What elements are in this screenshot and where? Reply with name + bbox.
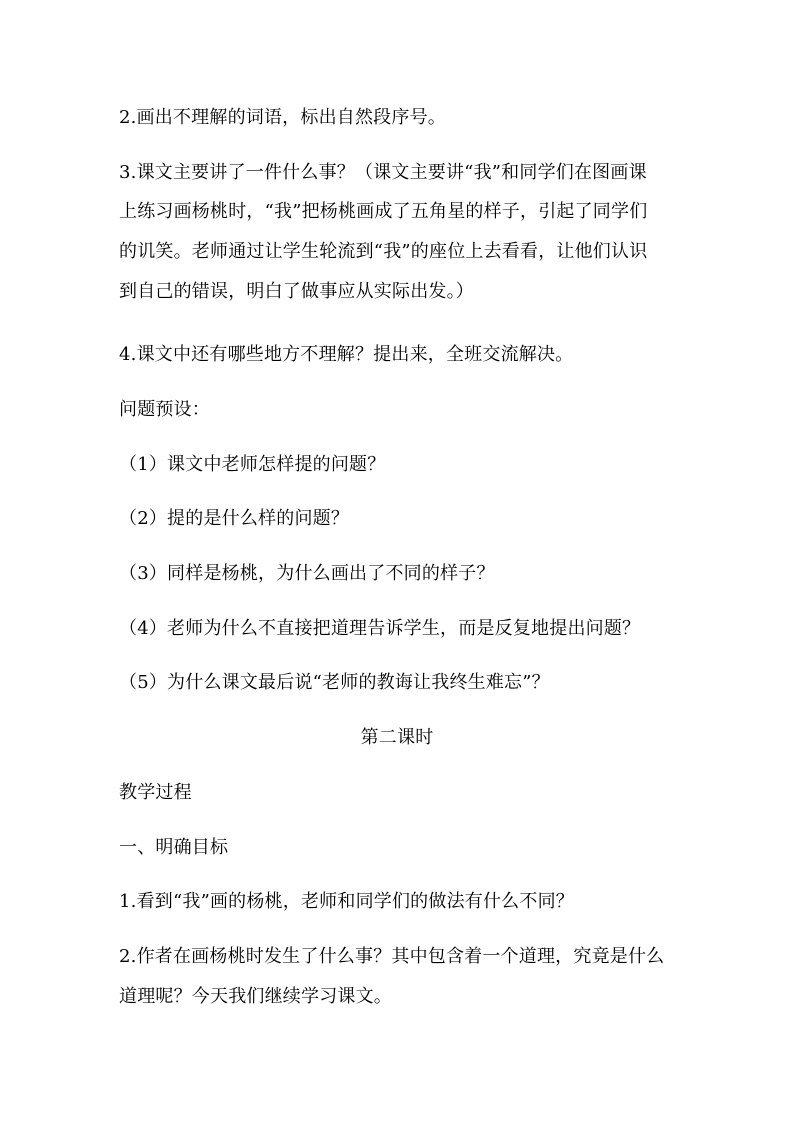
item-3-question: 3.课文主要讲了一件什么事？（课文主要讲“我”和同学们在图画课 (119, 162, 647, 183)
preset-question-5: （5）为什么课文最后说“老师的教诲让我终生难忘”？ (119, 672, 550, 693)
teaching-process-heading: 教学过程 (119, 782, 192, 803)
clear-objectives-heading: 一、明确目标 (119, 837, 229, 858)
preset-question-4: （4）老师为什么不直接把道理告诉学生，而是反复地提出问题？ (119, 618, 641, 639)
item-3-continued-2: 的讥笑。老师通过让学生轮流到“我”的座位上去看看，让他们认识 (119, 241, 648, 262)
item-3-continued-1: 上练习画杨桃时，“我”把杨桃画成了五角星的样子，引起了同学们 (119, 201, 648, 222)
item-4-question: 4.课文中还有哪些地方不理解？提出来，全班交流解决。 (119, 344, 574, 365)
preset-question-2: （2）提的是什么样的问题？ (119, 508, 350, 529)
objective-2-continued: 道理呢？今天我们继续学习课文。 (119, 986, 392, 1007)
section-title: 第二课时 (360, 727, 434, 748)
preset-question-1: （1）课文中老师怎样提的问题？ (119, 454, 386, 475)
preset-questions-heading: 问题预设： (119, 399, 210, 420)
objective-1: 1.看到“我”画的杨桃，老师和同学们的做法有什么不同？ (119, 891, 574, 912)
item-2-draw-words: 2.画出不理解的词语，标出自然段序号。 (119, 107, 446, 128)
objective-2: 2.作者在画杨桃时发生了什么事？其中包含着一个道理，究竟是什么 (119, 946, 665, 967)
preset-question-3: （3）同样是杨桃，为什么画出了不同的样子？ (119, 563, 495, 584)
item-3-continued-3: 到自己的错误，明白了做事应从实际出发。） (119, 281, 474, 302)
